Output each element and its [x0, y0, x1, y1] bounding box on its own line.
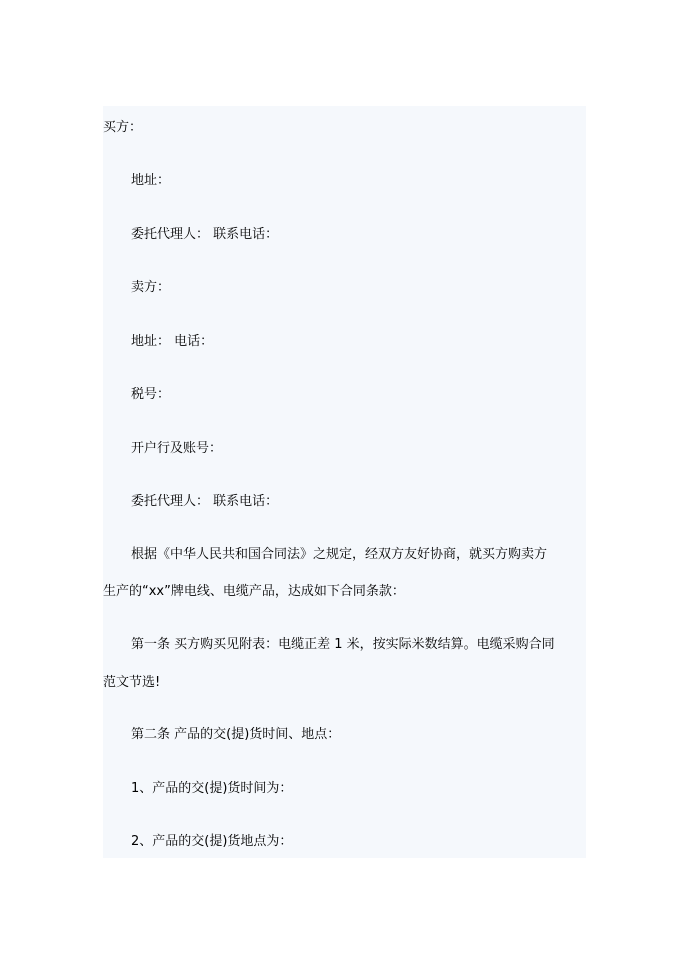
clause-2-item-1: 1、产品的交(提)货时间为：: [131, 781, 293, 796]
buyer-address-label: 地址：: [131, 173, 171, 188]
intro-paragraph-line-2: 生产的“xx”牌电线、电缆产品，达成如下合同条款：: [103, 584, 405, 599]
tax-number-label: 税号：: [131, 387, 171, 402]
clause-1-line-2: 范文节选!: [103, 675, 161, 690]
seller-address-phone: 地址： 电话：: [131, 334, 214, 349]
clause-2-title: 第二条 产品的交(提)货时间、地点：: [131, 727, 341, 742]
seller-agent-contact: 委托代理人： 联系电话：: [131, 494, 279, 509]
buyer-agent-contact: 委托代理人： 联系电话：: [131, 227, 279, 242]
clause-1-line-1: 第一条 买方购买见附表：电缆正差 1 米，按实际米数结算。电缆采购合同: [131, 637, 555, 652]
clause-2-item-2: 2、产品的交(提)货地点为：: [131, 834, 293, 849]
document-content-block: [103, 106, 586, 858]
bank-account-label: 开户行及账号：: [131, 441, 223, 456]
seller-label: 卖方：: [131, 280, 171, 295]
buyer-label: 买方：: [103, 120, 143, 135]
intro-paragraph-line-1: 根据《中华人民共和国合同法》之规定，经双方友好协商，就买方购卖方: [131, 547, 548, 562]
